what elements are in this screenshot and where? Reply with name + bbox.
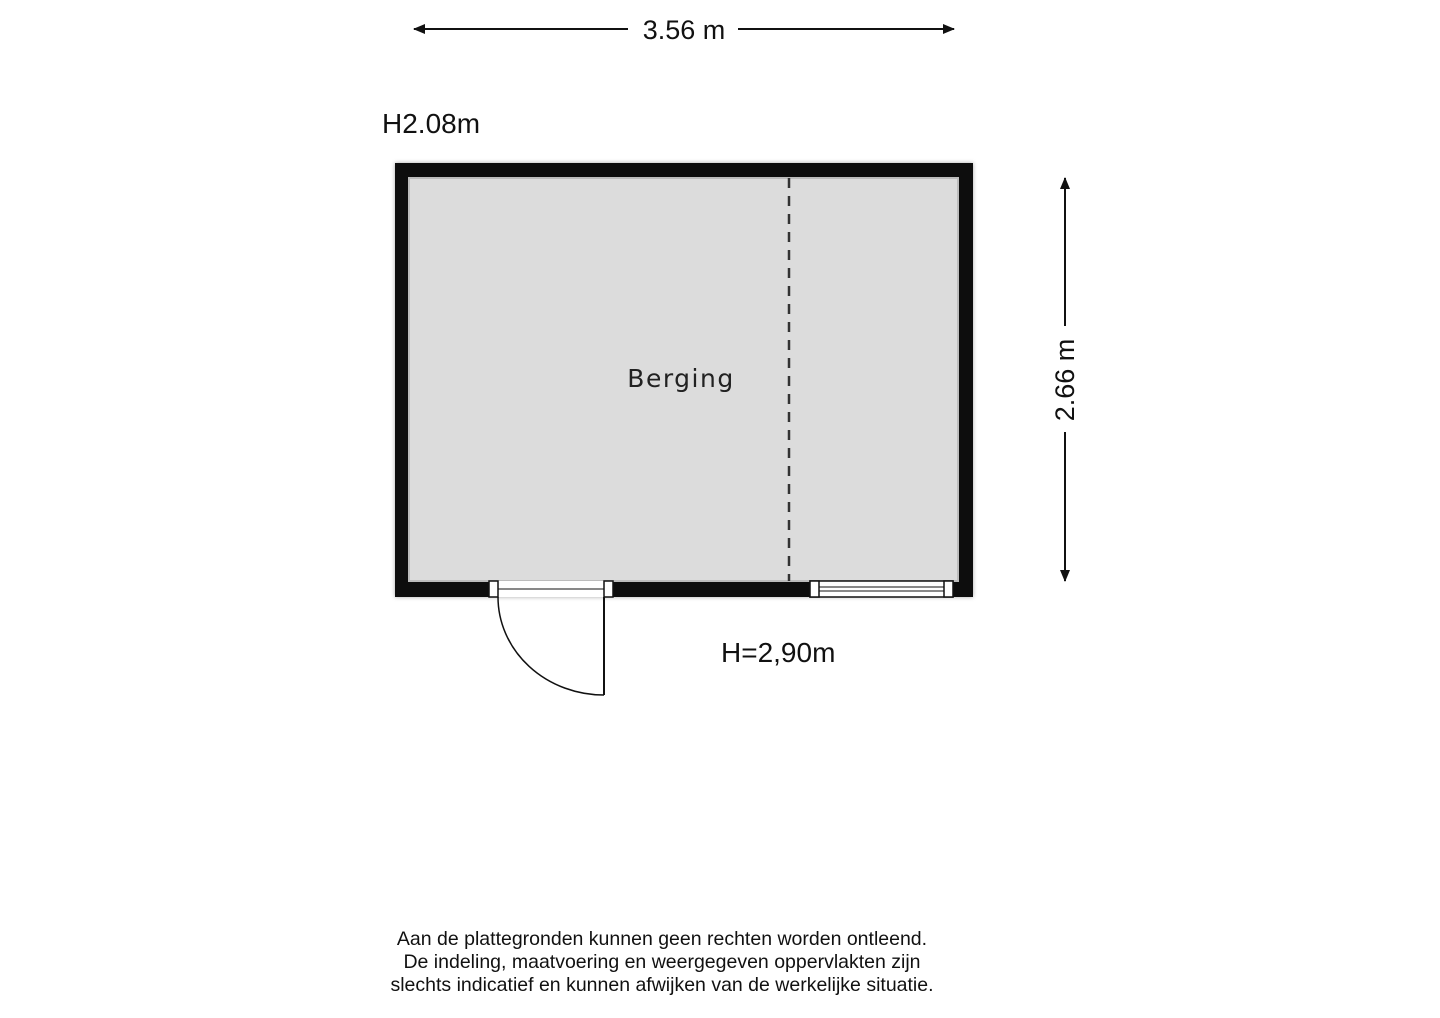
window	[810, 581, 953, 597]
room-name-label: Berging	[627, 364, 735, 393]
window-jamb-left	[810, 581, 819, 597]
ceiling-height-top-label: H2.08m	[382, 108, 481, 139]
disclaimer-line-1: Aan de plattegronden kunnen geen rechten worden ontleend.	[396, 928, 928, 950]
window-jamb-right	[944, 581, 953, 597]
depth-dimension-label: 2.66 m	[1050, 338, 1080, 422]
door	[489, 581, 613, 695]
width-dimension-label: 3.56 m	[642, 15, 726, 45]
door-swing-arc	[498, 597, 604, 695]
depth-dimension	[1050, 178, 1080, 581]
door-frame-right	[604, 581, 613, 597]
door-frame-left	[489, 581, 498, 597]
width-dimension	[414, 15, 954, 45]
disclaimer-line-3: slechts indicatief en kunnen afwijken van de werkelijke situatie.	[390, 974, 934, 996]
window-frame	[810, 581, 953, 597]
disclaimer-line-2: De indeling, maatvoering en weergegeven oppervlakten zijn	[403, 951, 921, 973]
ceiling-height-bottom-label: H=2,90m	[721, 637, 836, 668]
disclaimer	[320, 928, 1004, 997]
